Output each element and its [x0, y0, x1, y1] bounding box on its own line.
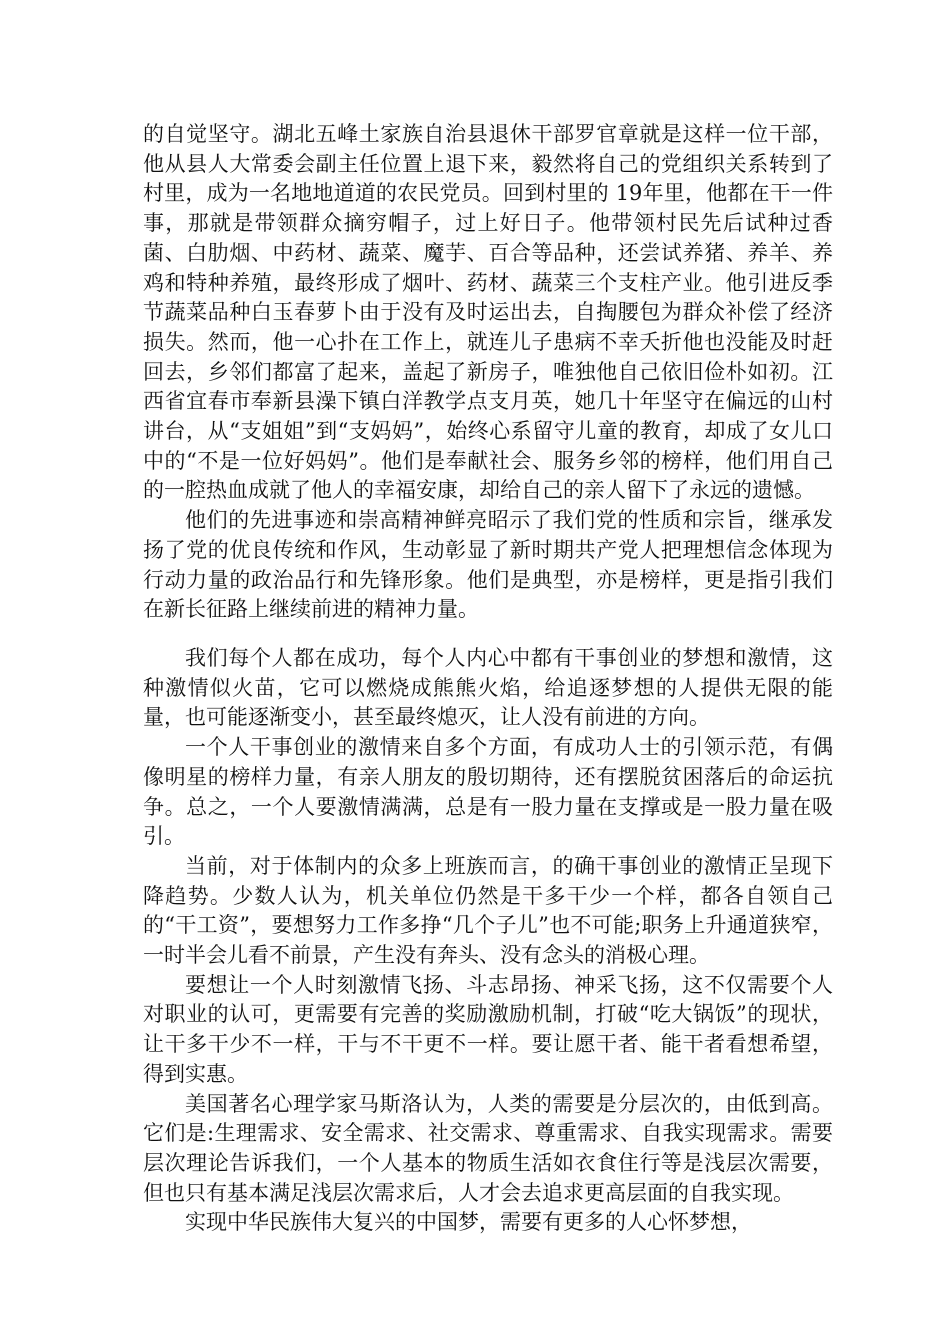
- paragraph: 美国著名心理学家马斯洛认为，人类的需要是分层次的，由低到高。它们是:生理需求、安全需求、社交需求、尊重需求、自我实现需求。需要层次理论告诉我们，一个人基本的物质生活如衣食住行等是浅层次需要，但也只有基本满足浅层次需求后，人才会去追求更高层面的自我实现。: [143, 1091, 833, 1205]
- paragraph: 一个人干事创业的激情来自多个方面，有成功人士的引领示范，有偶像明星的榜样力量，有亲人朋友的殷切期待，还有摆脱贫困落后的命运抗争。总之，一个人要激情满满，总是有一股力量在支撑或是一股力量在吸引。: [143, 735, 833, 849]
- paragraph: 他们的先进事迹和崇高精神鲜亮昭示了我们党的性质和宗旨，继承发扬了党的优良传统和作风，生动彰显了新时期共产党人把理想信念体现为行动力量的政治品行和先锋形象。他们是典型，亦是榜样，更是指引我们在新长征路上继续前进的精神力量。: [143, 508, 833, 622]
- paragraph: 要想让一个人时刻激情飞扬、斗志昂扬、神采飞扬，这不仅需要个人对职业的认可，更需要有完善的奖励激励机制，打破“吃大锅饭”的现状，让干多干少不一样，干与不干更不一样。要让愿干者、能干者看想希望，得到实惠。: [143, 972, 833, 1086]
- paragraph: 实现中华民族伟大复兴的中国梦，需要有更多的人心怀梦想，: [185, 1210, 752, 1235]
- paragraph: 我们每个人都在成功，每个人内心中都有干事创业的梦想和激情，这种激情似火苗，它可以燃烧成熊熊火焰，给追逐梦想的人提供无限的能量，也可能逐渐变小，甚至最终熄灭，让人没有前进的方向。: [143, 646, 833, 730]
- text-block-2: [143, 644, 833, 1238]
- paragraph: 当前，对于体制内的众多上班族而言，的确干事创业的激情正呈现下降趋势。少数人认为，机关单位仍然是干多干少一个样，都各自领自己的“干工资”，要想努力工作多挣“几个子儿”也不可能;职务上升通道狭窄，一时半会儿看不前景，产生没有奔头、没有念头的消极心理。: [143, 853, 833, 968]
- paragraph-continuation: 的自觉坚守。湖北五峰土家族自治县退休干部罗官章就是这样一位干部，他从县人大常委会副主任位置上退下来，毅然将自己的党组织关系转到了村里，成为一名地地道道的农民党员。回到村里的 19年里，他都在干一件事，那就是带领群众摘穷帽子，过上好日子。他带领村民先后试种过香菌、白肋烟、中药材、蔬菜、魔芋、百合等品种，还尝试养猪、养羊、养鸡和特种养殖，最终形成了烟叶、药材、蔬菜三个支柱产业。他引进反季节蔬菜品种白玉春萝卜由于没有及时运出去，自掏腰包为群众补偿了经济损失。然而，他一心扑在工作上，就连儿子患病不幸夭折他也没能及时赶回去，乡邻们都富了起来，盖起了新房子，唯独他自己依旧俭朴如初。江西省宜春市奉新县澡下镇白洋教学点支月英，她几十年坚守在偏远的山村讲台，从“支姐姐”到“支妈妈”，始终心系留守儿童的教育，却成了女儿口中的“不是一位好妈妈”。他们是奉献社会、服务乡邻的榜样，他们用自己的一腔热血成就了他人的幸福安康，却给自己的亲人留下了永远的遗憾。: [143, 122, 833, 503]
- text-block-1: [143, 120, 833, 625]
